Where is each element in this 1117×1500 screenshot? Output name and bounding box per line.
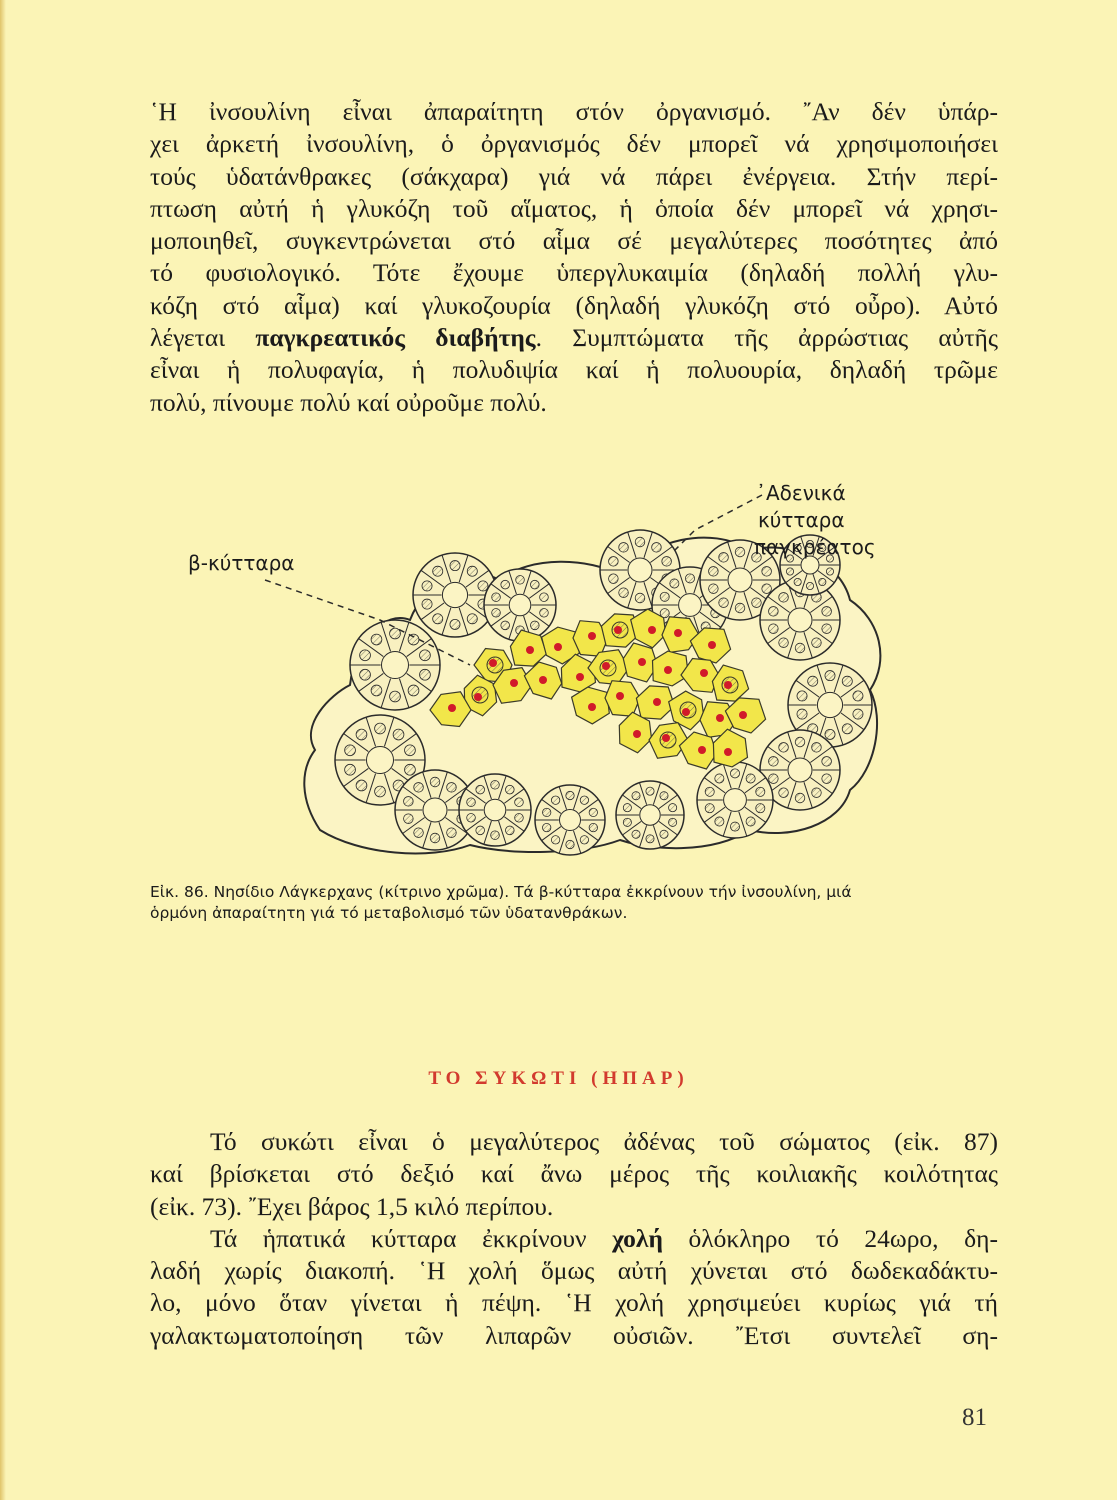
text-segment: λέγεται [150, 323, 256, 353]
text-line: γαλακτωματοποίηση τῶν λιπαρῶν οὐσιῶν. ῎Ετσι συντελεῖ ση- [150, 1320, 998, 1350]
label-acinar-3: παγκρέατος [754, 535, 876, 559]
text-line: εἶναι ἡ πολυφαγία, ἡ πολυδιψία καί ἡ πολυουρία, δηλαδή τρῶμε [150, 355, 998, 385]
page-number: 81 [962, 1404, 987, 1431]
text-line: μοποιηθεῖ, συγκεντρώνεται στό αἷμα σέ μεγαλύτερες ποσότητες ἀπό [150, 226, 998, 256]
text-line: λο, μόνο ὅταν γίνεται ἡ πέψη. ῾Η χολή χρησιμεύει κυρίως γιά τή [150, 1288, 998, 1318]
text-line [150, 322, 998, 354]
section-title-liver: ΤΟ ΣΥΚΩΤΙ (ΗΠΑΡ) [428, 1068, 689, 1089]
text-line: τούς ὑδατάνθρακες (σάκχαρα) γιά νά πάρει ἐνέργεια. Στήν περί- [150, 161, 998, 191]
acinus [484, 569, 556, 641]
text-line: πτωση αὐτή ἡ γλυκόζη τοῦ αἵματος, ἡ ὁποία δέν μπορεῖ νά χρησι- [150, 193, 998, 223]
acinus [413, 553, 497, 637]
text-line: λαδή χωρίς διακοπή. ῾Η χολή ὅμως αὐτή χύνεται στό δωδεκαδάκτυ- [150, 1256, 998, 1286]
figure-caption [150, 882, 998, 924]
text-line: χει ἀρκετή ἰνσουλίνη, ὁ ὀργανισμός δέν μπορεῖ νά χρησιμοποιήσει [150, 129, 998, 159]
acinus [697, 762, 773, 838]
caption-line: ὁρμόνη ἀπαραίτητη γιά τό μεταβολισμό τῶν ὑδατανθράκων. [150, 904, 628, 922]
text-line: κόζη στό αἷμα) καί γλυκοζουρία (δηλαδή γλυκόζη στό οὖρο). Αὐτό [150, 290, 998, 320]
caption-line: Εἰκ. 86. Νησίδιο Λάγκερχανς (κίτρινο χρῶμα). Τά β-κύτταρα ἐκκρίνουν τήν ἰνσουλίνη, μιά [150, 883, 852, 901]
bold-term-bile: χολή [612, 1223, 663, 1253]
islet-illustration [150, 470, 998, 880]
text-line [150, 1223, 998, 1255]
text-line: τό φυσιολογικό. Τότε ἔχουμε ὑπεργλυκαιμία (δηλαδή πολλή γλυ- [150, 258, 998, 288]
paragraph-liver [150, 1126, 998, 1352]
text-segment: Τά ἡπατικά κύτταρα ἐκκρίνουν [210, 1223, 613, 1253]
text-segment: . Συμπτώματα τῆς ἀρρώστιας αὐτῆς [535, 323, 998, 353]
islet-of-langerhans-figure [150, 470, 998, 880]
acinus [616, 781, 684, 849]
text-line: πολύ, πίνουμε πολύ καί οὐροῦμε πολύ. [150, 387, 547, 417]
label-acinar-1: ᾿Αδενικά [756, 481, 846, 505]
bold-term-diabetes: παγκρεατικός διαβήτης [255, 323, 536, 353]
text-segment: ὁλόκληρο τό 24ωρο, δη- [662, 1223, 999, 1253]
text-line: Τό συκώτι εἶναι ὁ μεγαλύτερος ἀδένας τοῦ σώματος (εἰκ. 87) [210, 1127, 998, 1156]
label-acinar-2: κύτταρα [758, 508, 845, 532]
text-line: καί βρίσκεται στό δεξιό καί ἄνω μέρος τῆς κοιλιακῆς κοιλότητας [150, 1159, 998, 1189]
label-beta-cells: β-κύτταρα [188, 551, 295, 575]
text-line: ῾Η ἰνσουλίνη εἶναι ἀπαραίτητη στόν ὀργανισμό. ῎Αν δέν ὑπάρ- [150, 97, 998, 126]
page-edge-shadow [0, 0, 6, 1500]
text-line: (εἰκ. 73). ῎Εχει βάρος 1,5 κιλό περίπου. [150, 1191, 554, 1221]
paragraph-insulin [150, 96, 998, 419]
acinus [535, 785, 605, 855]
acinus [459, 774, 531, 846]
acinus [350, 620, 440, 710]
